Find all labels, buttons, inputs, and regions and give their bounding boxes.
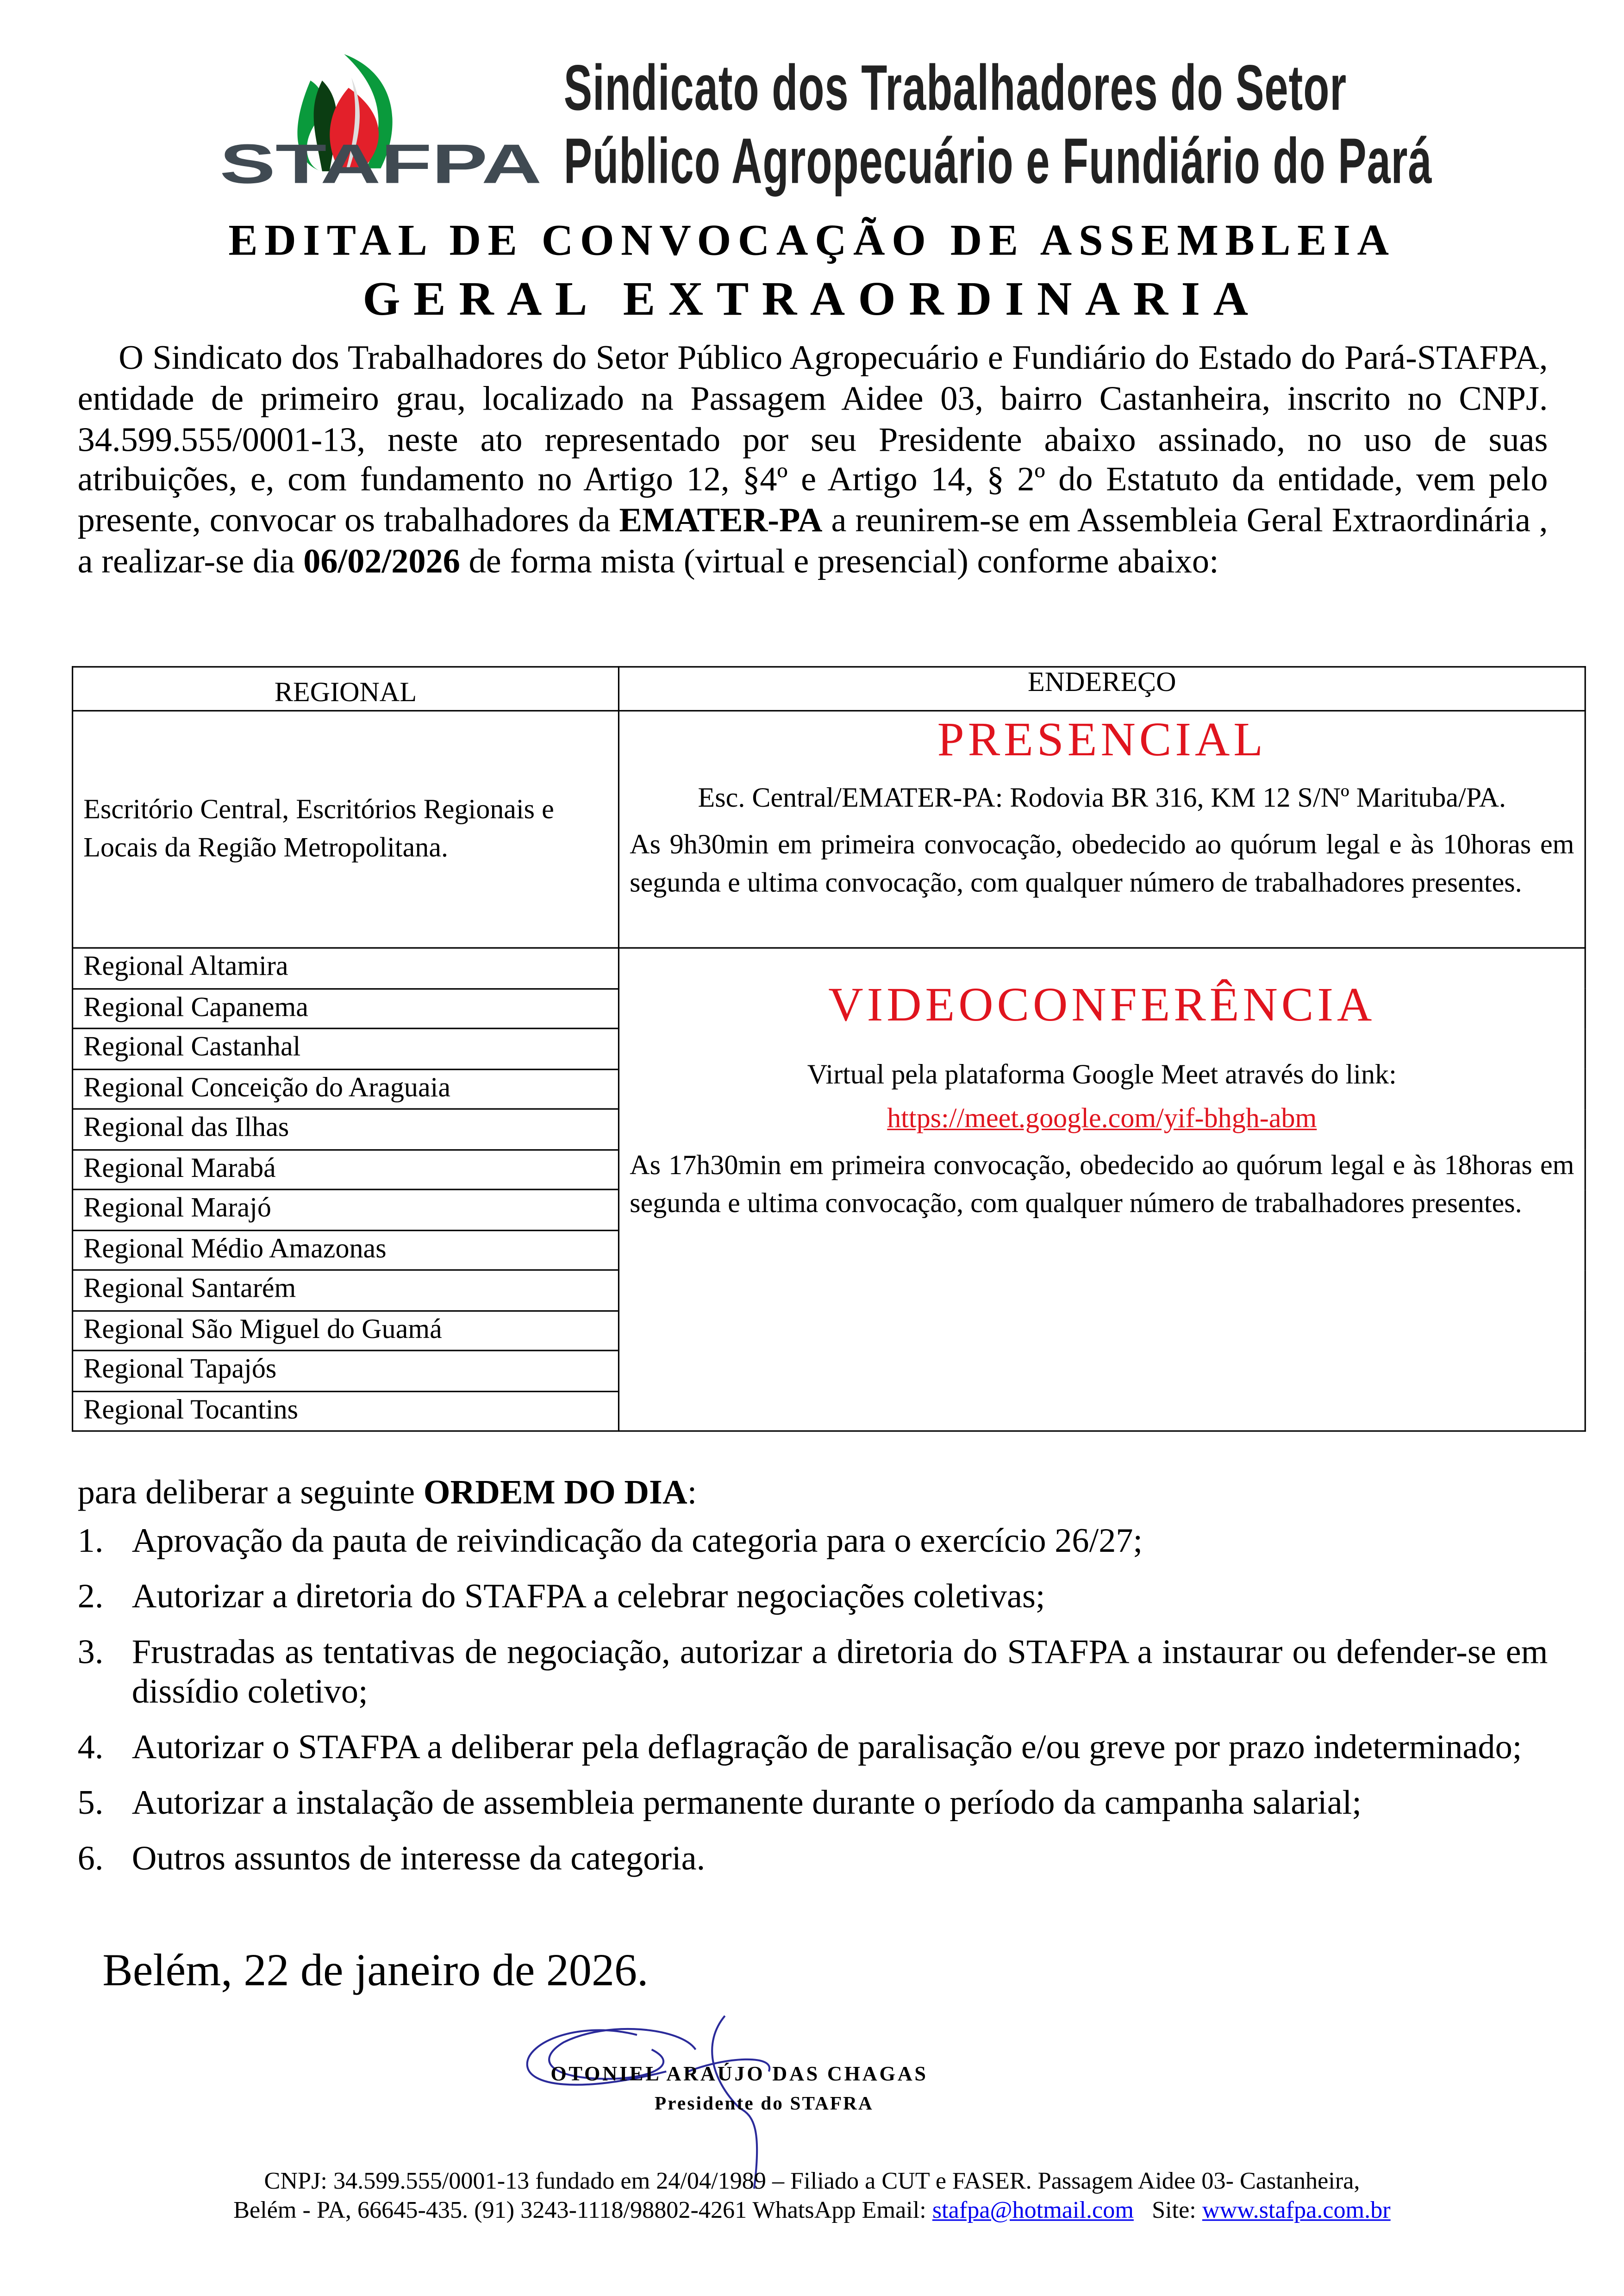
agenda-item bbox=[78, 1785, 1548, 1824]
presencial-heading: PRESENCIAL bbox=[937, 714, 1267, 767]
item-text: Aprovação da pauta de reivindicação da categoria para o exercício 26/27; bbox=[131, 1522, 1143, 1561]
signatory-name: OTONIEL ARAÚJO DAS CHAGAS bbox=[550, 2064, 928, 2086]
regional-row: Regional Santarém bbox=[73, 1270, 619, 1310]
video-cell bbox=[618, 948, 1585, 1431]
regional-row: Regional Médio Amazonas bbox=[73, 1230, 619, 1270]
agenda-heading: ORDEM DO DIA bbox=[423, 1474, 687, 1512]
intro-paragraph bbox=[78, 340, 1548, 584]
title-line2: GERAL EXTRAORDINARIA bbox=[362, 274, 1262, 327]
item-number: 1. bbox=[77, 1522, 104, 1561]
presencial-regional: Escritório Central, Escritórios Regionais e Locais da Região Metropolitana. bbox=[73, 711, 619, 948]
item-text: Autorizar o STAFPA a deliberar pela deflagração de paralisação e/ou greve por prazo indeterminado; bbox=[131, 1729, 1522, 1767]
schedule-table bbox=[72, 666, 1586, 1431]
agenda-item bbox=[78, 1578, 1548, 1618]
intro-text: de forma mista (virtual e presencial) conforme abaixo: bbox=[460, 543, 1219, 581]
footer-contact: Belém - PA, 66645-435. (91) 3243-1118/98802-4261 WhatsApp Email: bbox=[233, 2196, 932, 2224]
presencial-address: Esc. Central/EMATER-PA: Rodovia BR 316, KM 12 S/Nº Marituba/PA. bbox=[698, 783, 1506, 814]
col-header-regional: REGIONAL bbox=[73, 667, 619, 711]
intro-date: 06/02/2026 bbox=[303, 543, 460, 581]
item-number: 2. bbox=[77, 1578, 104, 1617]
regional-row: Regional Tocantins bbox=[73, 1391, 619, 1431]
video-schedule: As 17h30min em primeira convocação, obedecido ao quórum legal e às 18horas em segunda e ultima convocação, com qualquer número de trabalhadores presentes. bbox=[630, 1151, 1574, 1220]
logo-text: STAFPA bbox=[219, 133, 542, 186]
regional-row: Regional Capanema bbox=[73, 988, 619, 1028]
signatory-role: Presidente do STAFRA bbox=[654, 2092, 874, 2114]
item-number: 5. bbox=[77, 1784, 104, 1823]
footer-line1: CNPJ: 34.599.555/0001-13 fundado em 24/04/1989 – Filiado a CUT e FASER. Passagem Aidee 03- Castanheira, bbox=[264, 2166, 1360, 2195]
footer-line2 bbox=[0, 2196, 1624, 2225]
regional-row: Regional das Ilhas bbox=[73, 1109, 619, 1149]
agenda-intro-text: para deliberar a seguinte bbox=[77, 1474, 424, 1512]
org-name-line1: Sindicato dos Trabalhadores do Setor bbox=[563, 52, 1347, 124]
item-number: 4. bbox=[77, 1729, 104, 1767]
regional-row: Regional São Miguel do Guamá bbox=[73, 1310, 619, 1350]
agenda-item bbox=[78, 1729, 1548, 1768]
video-heading: VIDEOCONFERÊNCIA bbox=[828, 979, 1376, 1033]
agenda-intro bbox=[78, 1474, 697, 1513]
regional-row: Regional Altamira bbox=[73, 948, 619, 988]
video-platform: Virtual pela plataforma Google Meet através do link: bbox=[807, 1060, 1397, 1091]
intro-text: a reunirem-se em Assembleia Geral Extraordinária , a realizar-se dia bbox=[77, 502, 1548, 581]
intro-text: O Sindicato dos Trabalhadores do Setor Público Agropecuário e Fundiário do Estado do Pará-STAFPA, entidade de primeiro grau, localizado na Passagem Aidee 03, bairro Castanheira, inscrito no CNPJ. 34.599.555/0001-13, neste ato representado por seu Presidente abaixo assinado, no uso de suas atribuições, e, com fundamento no Artigo 12, §4º e Artigo 14, § 2º do Estatuto da entidade, vem pelo presente, convocar os trabalhadores da bbox=[77, 339, 1548, 541]
item-text: Autorizar a diretoria do STAFPA a celebrar negociações coletivas; bbox=[131, 1578, 1045, 1617]
regional-row: Regional Castanhal bbox=[73, 1028, 619, 1069]
item-text: Frustradas as tentativas de negociação, autorizar a diretoria do STAFPA a instaurar ou defender-se em dissídio coletivo; bbox=[131, 1634, 1548, 1711]
agenda-item bbox=[78, 1840, 1548, 1879]
agenda-item bbox=[78, 1634, 1548, 1713]
regional-row: Regional Marabá bbox=[73, 1149, 619, 1189]
item-number: 6. bbox=[77, 1840, 104, 1879]
org-name-line2: Público Agropecuário e Fundiário do Pará bbox=[563, 126, 1432, 198]
meet-link[interactable]: https://meet.google.com/yif-bhgh-abm bbox=[887, 1104, 1317, 1135]
agenda-item bbox=[78, 1523, 1548, 1562]
intro-emater: EMATER-PA bbox=[619, 502, 823, 541]
presencial-cell bbox=[618, 711, 1585, 948]
date-line: Belém, 22 de janeiro de 2026. bbox=[102, 1944, 649, 1996]
item-text: Autorizar a instalação de assembleia permanente durante o período da campanha salarial; bbox=[131, 1784, 1362, 1823]
title-line1: EDITAL DE CONVOCAÇÃO DE ASSEMBLEIA bbox=[228, 217, 1396, 265]
regional-row: Regional Tapajós bbox=[73, 1350, 619, 1391]
agenda-intro-text: : bbox=[687, 1474, 697, 1512]
regional-row: Regional Conceição do Araguaia bbox=[73, 1069, 619, 1109]
site-label: Site: bbox=[1133, 2196, 1202, 2224]
agenda-list bbox=[78, 1523, 1548, 1896]
presencial-schedule: As 9h30min em primeira convocação, obedecido ao quórum legal e às 10horas em segunda e ultima convocação, com qualquer número de trabalhadores presentes. bbox=[630, 830, 1574, 899]
item-text: Outros assuntos de interesse da categoria. bbox=[131, 1840, 706, 1879]
regional-row: Regional Marajó bbox=[73, 1189, 619, 1230]
site-link[interactable]: www.stafpa.com.br bbox=[1202, 2196, 1391, 2224]
email-link[interactable]: stafpa@hotmail.com bbox=[932, 2196, 1134, 2224]
col-header-endereco: ENDEREÇO bbox=[618, 667, 1585, 711]
item-number: 3. bbox=[77, 1634, 104, 1672]
stafpa-logo bbox=[219, 51, 544, 186]
